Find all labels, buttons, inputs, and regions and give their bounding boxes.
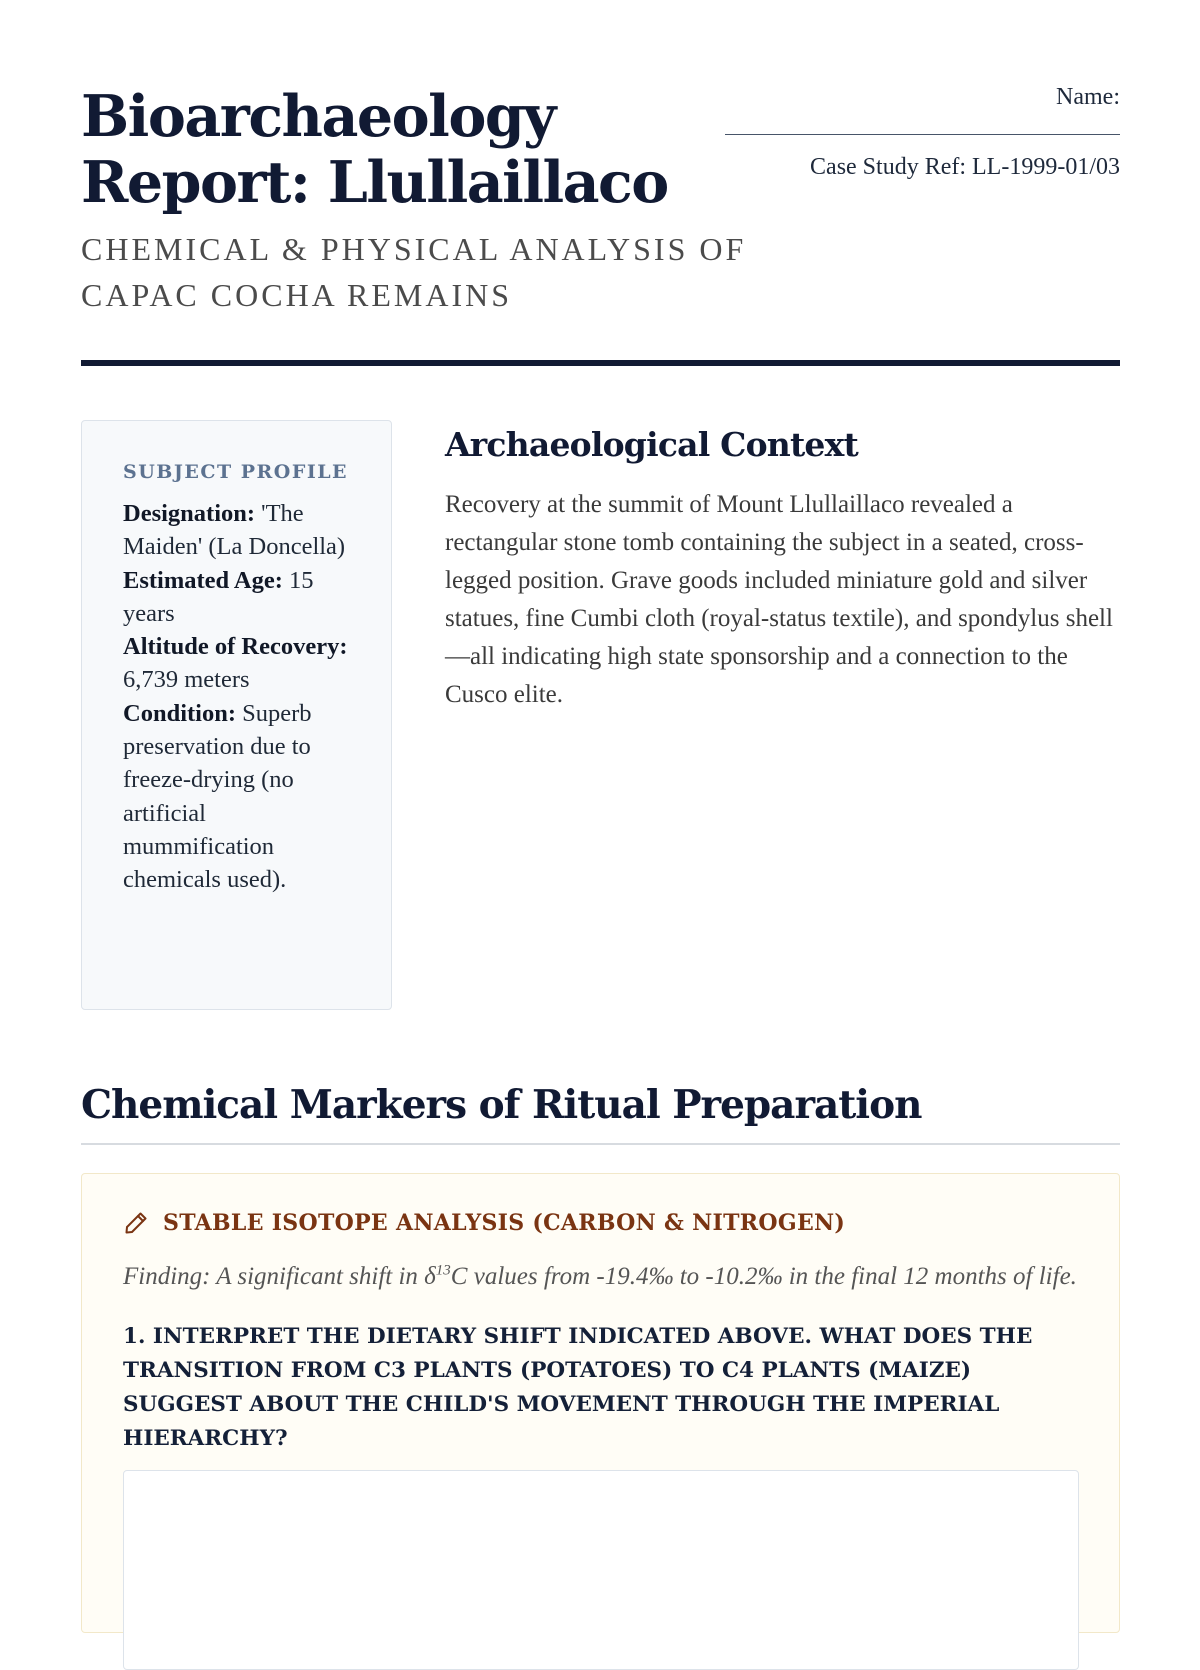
name-field[interactable] <box>725 134 1120 135</box>
report-subtitle: CHEMICAL & PHYSICAL ANALYSIS OF CAPAC COCHA REMAINS <box>81 231 747 313</box>
profile-item-label: Designation: <box>123 500 256 527</box>
name-label: Name: <box>1056 84 1120 110</box>
profile-item-label: Condition: <box>123 699 237 727</box>
isotope-analysis-card <box>81 1173 1120 1633</box>
profile-item-value: 15 years <box>123 566 314 627</box>
pencil-icon <box>123 1210 149 1236</box>
report-title: Bioarchaeology Report: Llullaillaco <box>81 83 668 216</box>
profile-item-value: 'The Maiden' (La Doncella) <box>123 500 346 561</box>
profile-item-condition <box>123 697 351 897</box>
archaeological-context <box>445 420 1120 714</box>
context-body: Recovery at the summit of Mount Llullaillaco revealed a rectangular stone tomb containing the subject in a seated, cross-legged position. Grave goods included miniature gold and silver statues, fine Cumbi cloth (royal-status textile), and spondylus shell—all indicating high state sponsorship and a connection to the Cusco elite. <box>445 491 1113 708</box>
profile-item-altitude <box>123 630 351 697</box>
context-title: Archaeological Context <box>445 425 858 464</box>
finding-superscript: 13 <box>435 1262 451 1279</box>
card-title: STABLE ISOTOPE ANALYSIS (CARBON & NITROGEN) <box>163 1210 846 1236</box>
profile-item-label: Estimated Age: <box>123 566 283 594</box>
case-study-ref: Case Study Ref: LL-1999-01/03 <box>810 154 1120 180</box>
profile-item-designation <box>123 497 351 564</box>
section-divider <box>81 1143 1120 1145</box>
chemical-markers-title: Chemical Markers of Ritual Preparation <box>81 1082 922 1128</box>
header-divider <box>81 360 1120 366</box>
card-header <box>123 1210 1078 1236</box>
profile-item-age <box>123 564 351 631</box>
answer-box[interactable] <box>123 1470 1079 1670</box>
finding-suffix: C values from -19.4‰ to -10.2‰ in the final 12 months of life. <box>450 1263 1077 1290</box>
profile-item-value: Superb preservation due to freeze-drying (no artificial mummification chemicals used). <box>123 699 312 894</box>
subject-profile-title: SUBJECT PROFILE <box>123 461 349 483</box>
profile-item-value: 6,739 meters <box>123 666 250 694</box>
profile-item-label: Altitude of Recovery: <box>123 633 348 661</box>
finding-text <box>123 1260 1078 1294</box>
question-1: 1. INTERPRET THE DIETARY SHIFT INDICATED ABOVE. WHAT DOES THE TRANSITION FROM C3 PLANTS (POTATOES) TO C4 PLANTS (MAIZE) SUGGEST ABOUT THE CHILD'S MOVEMENT THROUGH THE IMPERIAL HIERARCHY? <box>123 1324 1033 1451</box>
finding-prefix: Finding: A significant shift in δ <box>123 1263 436 1290</box>
report-header <box>81 78 1120 368</box>
subject-profile-box <box>81 420 392 1010</box>
